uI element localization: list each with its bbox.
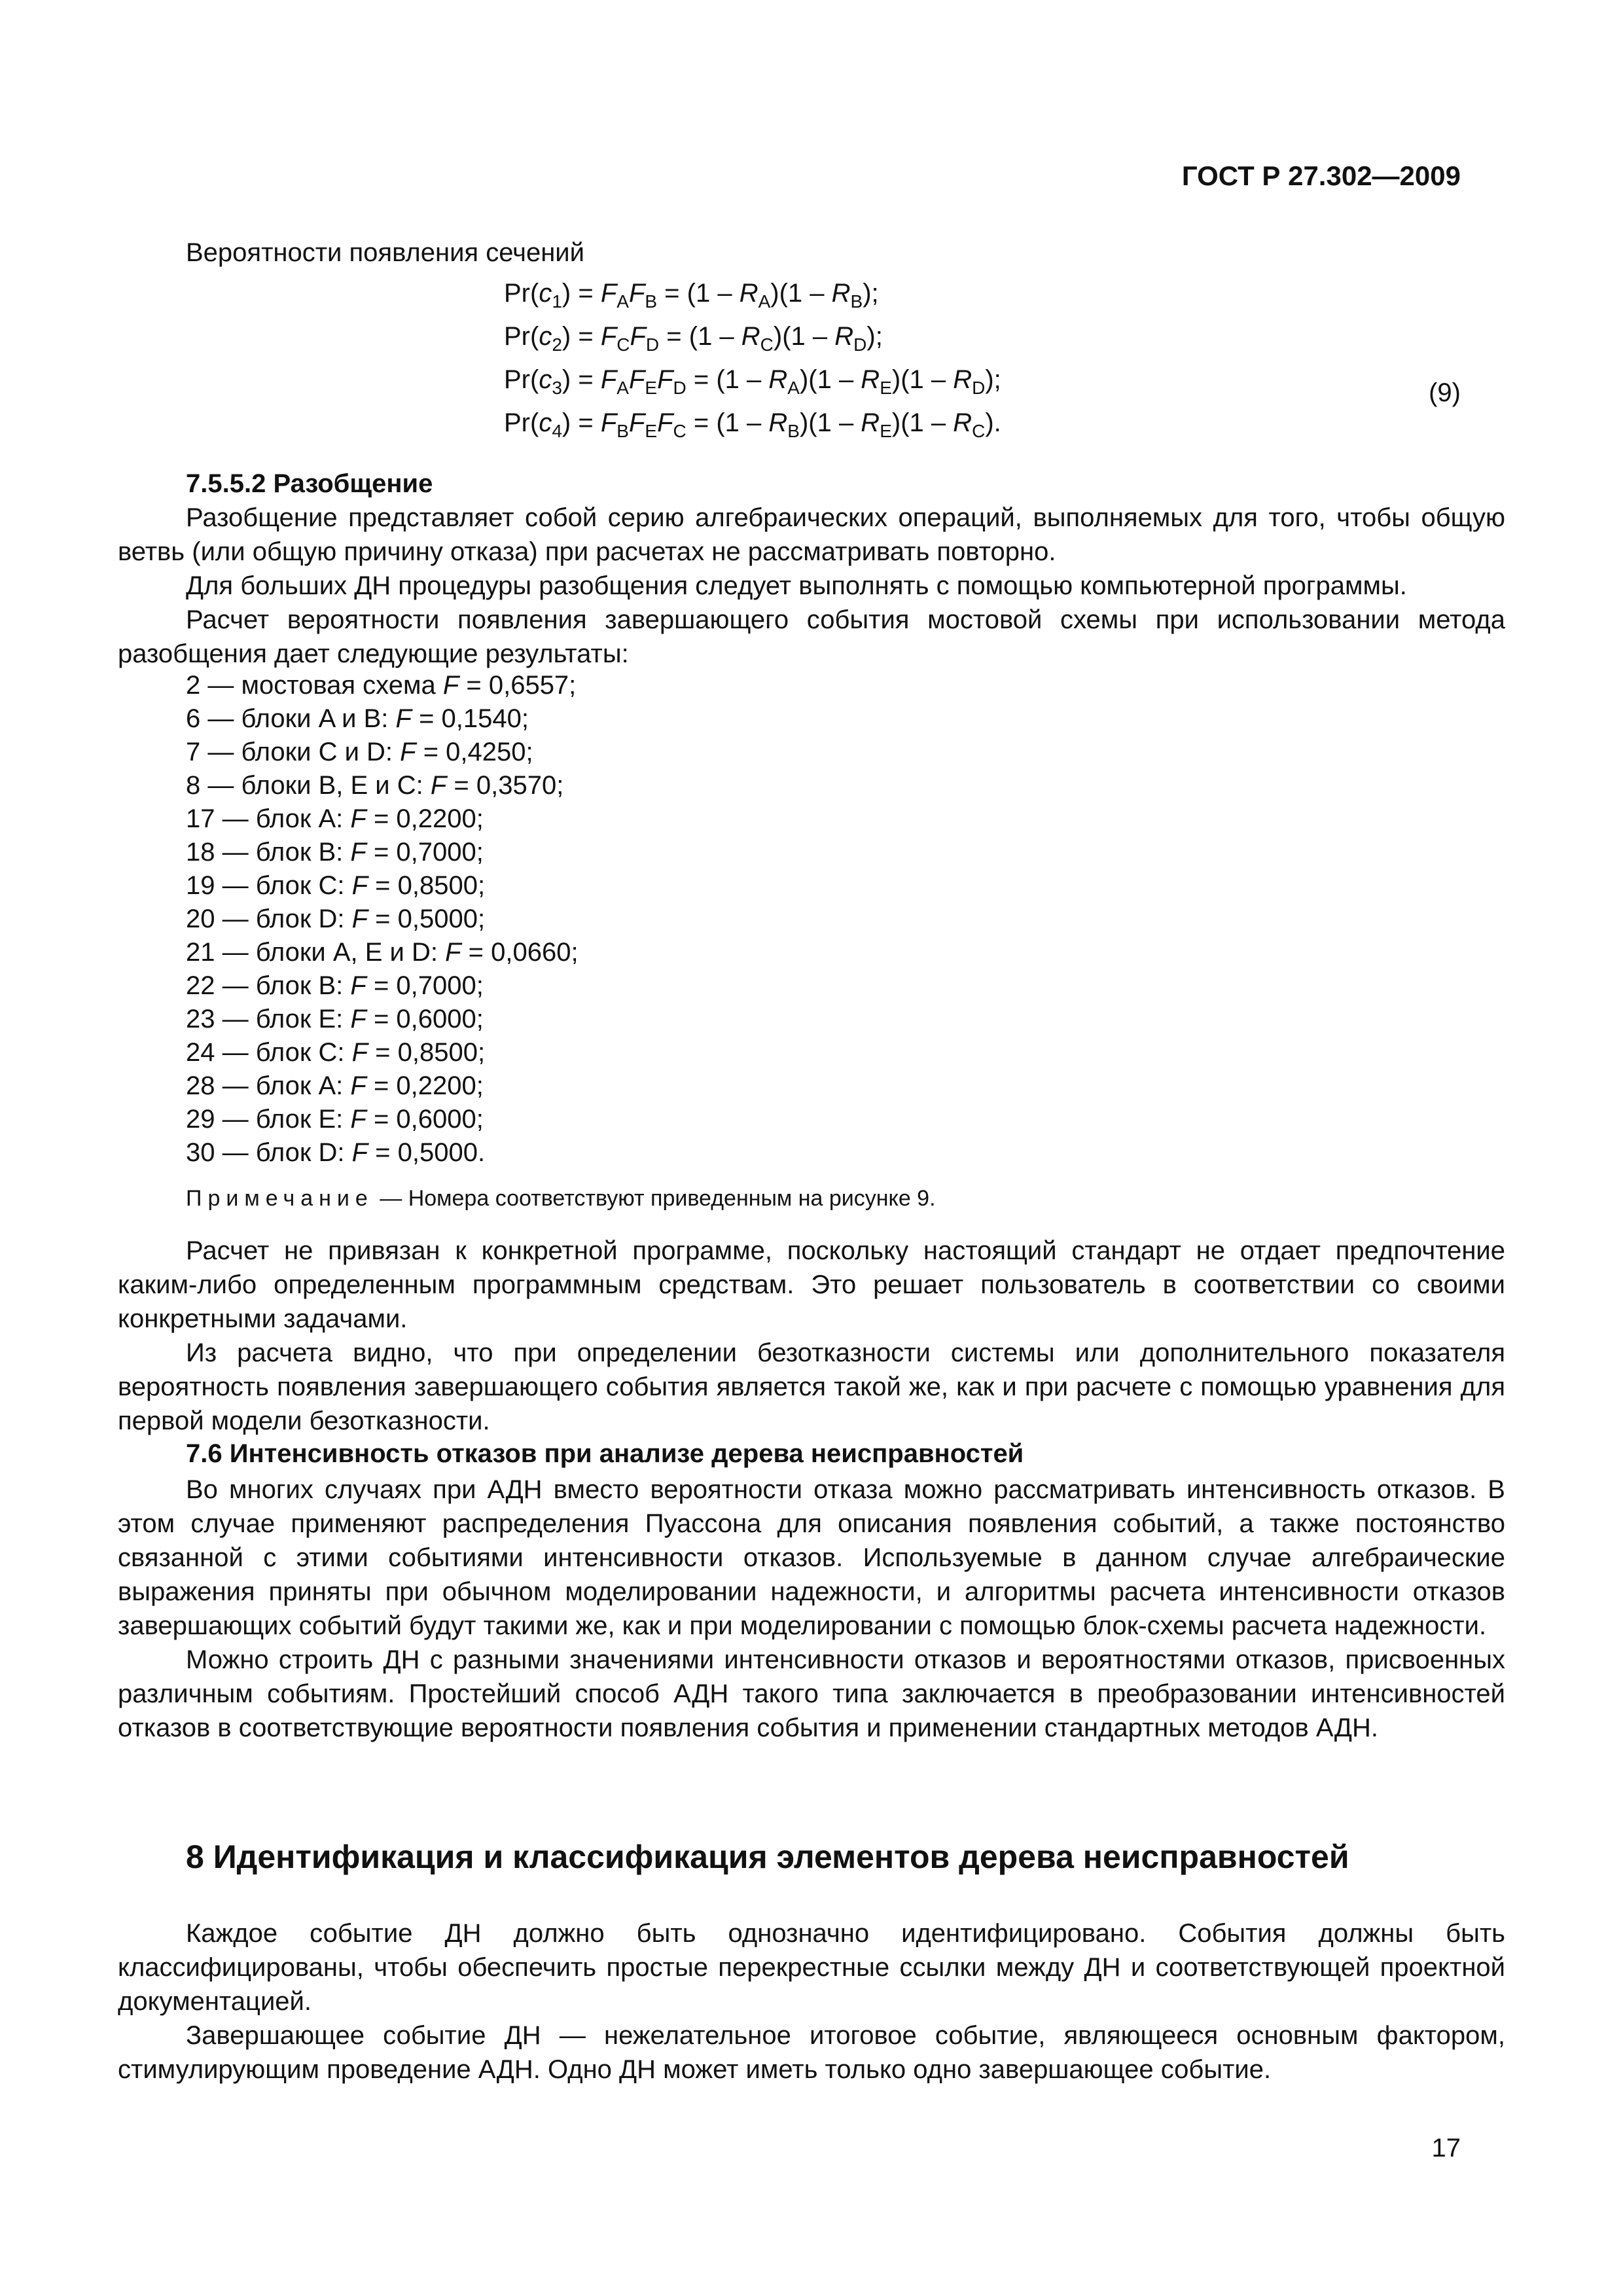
paragraph: Расчет вероятности появления завершающего события мостовой схемы при использовании метода разобщения дает следующие результаты:	[118, 605, 1505, 668]
equation-line: $Pr(c_3) = F_AF_EF_D = (1 - R_A)(1 - R_E)(1 - R_D)$;	[504, 365, 1001, 398]
list-item: 17 — блок A: F = 0,2200;	[186, 804, 484, 833]
list-item: 21 — блоки A, E и D: F = 0,0660;	[186, 938, 579, 967]
section-heading-7552: 7.5.5.2 Разобщение	[186, 469, 433, 498]
page-number: 17	[1431, 2134, 1461, 2162]
list-item: 2 — мостовая схема F = 0,6557;	[186, 671, 577, 700]
section-8-body	[118, 1916, 1505, 2087]
section-76-body	[118, 1473, 1505, 1745]
paragraph: Можно строить ДН с разными значениями интенсивности отказов и вероятностями отказов, присвоенных различным событиям. Простейший способ АДН такого типа заключается в преобразовании интенсивностей отказов в соответствующие вероятности появления события и применении стандартных методов АДН.	[118, 1645, 1505, 1742]
equation-line: $Pr(c_2) = F_CF_D = (1 - R_C)(1 - R_D)$;	[504, 322, 883, 355]
list-item: 18 — блок B: F = 0,7000;	[186, 838, 484, 867]
paragraph: Разобщение представляет собой серию алгебраических операций, выполняемых для того, чтобы общую ветвь (или общую причину отказа) при расчетах не рассматривать повторно.	[118, 503, 1505, 566]
equation-number: (9)	[1429, 378, 1461, 407]
list-item: 7 — блоки C и D: F = 0,4250;	[186, 738, 533, 766]
section-7552-body	[118, 501, 1505, 671]
paragraph: Завершающее событие ДН — нежелательное итоговое событие, являющееся основным фактором, стимулирующим проведение АДН. Одно ДН может иметь только одно завершающее событие.	[118, 2021, 1505, 2084]
list-item: 8 — блоки B, E и C: F = 0,3570;	[186, 771, 564, 800]
list-item: 20 — блок D: F = 0,5000;	[186, 905, 486, 933]
document-code: ГОСТ Р 27.302—2009	[1181, 160, 1461, 191]
paragraph: Расчет не привязан к конкретной программе, поскольку настоящий стандарт не отдает предпочтение каким-либо определенным программным средствам. Это решает пользователь в соответствии со своими конкретными задачами.	[118, 1236, 1505, 1333]
equation-line: $Pr(c_1) = F_AF_B = (1 - R_A)(1 - R_B)$;	[504, 279, 879, 312]
note-text: — Номера соответствуют приведенным на рисунке 9.	[373, 1186, 936, 1211]
section-heading-76: 7.6 Интенсивность отказов при анализе дерева неисправностей	[186, 1439, 1024, 1468]
results-list	[186, 669, 579, 1170]
equation-block	[504, 272, 1001, 444]
section-heading-8: 8 Идентификация и классификация элементов дерева неисправностей	[186, 1839, 1349, 1875]
note-label: Примечание	[186, 1186, 374, 1211]
section-7552-after	[118, 1234, 1505, 1438]
list-item: 24 — блок C: F = 0,8500;	[186, 1038, 486, 1067]
equation-line: $Pr(c_4) = F_BF_EF_C = (1 - R_B)(1 - R_E)(1 - R_C)$.	[504, 408, 1001, 441]
list-item: 23 — блок E: F = 0,6000;	[186, 1005, 484, 1033]
paragraph: Во многих случаях при АДН вместо вероятности отказа можно рассматривать интенсивность отказов. В этом случае применяют распределения Пуассона для описания появления событий, а также постоянство связанной с этими событиями интенсивности отказов. Используемые в данном случае алгебраические выражения приняты при обычном моделировании надежности, и алгоритмы расчета интенсивности отказов завершающих событий будут такими же, как и при моделировании с помощью блок-схемы расчета надежности.	[118, 1475, 1505, 1640]
paragraph: Каждое событие ДН должно быть однозначно идентифицировано. События должны быть классифицированы, чтобы обеспечить простые перекрестные ссылки между ДН и соответствующей проектной документацией.	[118, 1919, 1505, 2016]
note	[186, 1186, 936, 1211]
list-item: 22 — блок B: F = 0,7000;	[186, 971, 484, 1000]
list-item: 19 — блок C: F = 0,8500;	[186, 871, 486, 900]
paragraph: Из расчета видно, что при определении безотказности системы или дополнительного показателя вероятность появления завершающего события является такой же, как и при расчете с помощью уравнения для первой модели безотказности.	[118, 1338, 1505, 1435]
paragraph: Для больших ДН процедуры разобщения следует выполнять с помощью компьютерной программы.	[186, 571, 1407, 600]
intro-text: Вероятности появления сечений	[186, 238, 584, 267]
list-item: 30 — блок D: F = 0,5000.	[186, 1138, 486, 1167]
list-item: 29 — блок E: F = 0,6000;	[186, 1105, 484, 1134]
list-item: 6 — блоки A и B: F = 0,1540;	[186, 704, 529, 733]
list-item: 28 — блок A: F = 0,2200;	[186, 1071, 484, 1100]
